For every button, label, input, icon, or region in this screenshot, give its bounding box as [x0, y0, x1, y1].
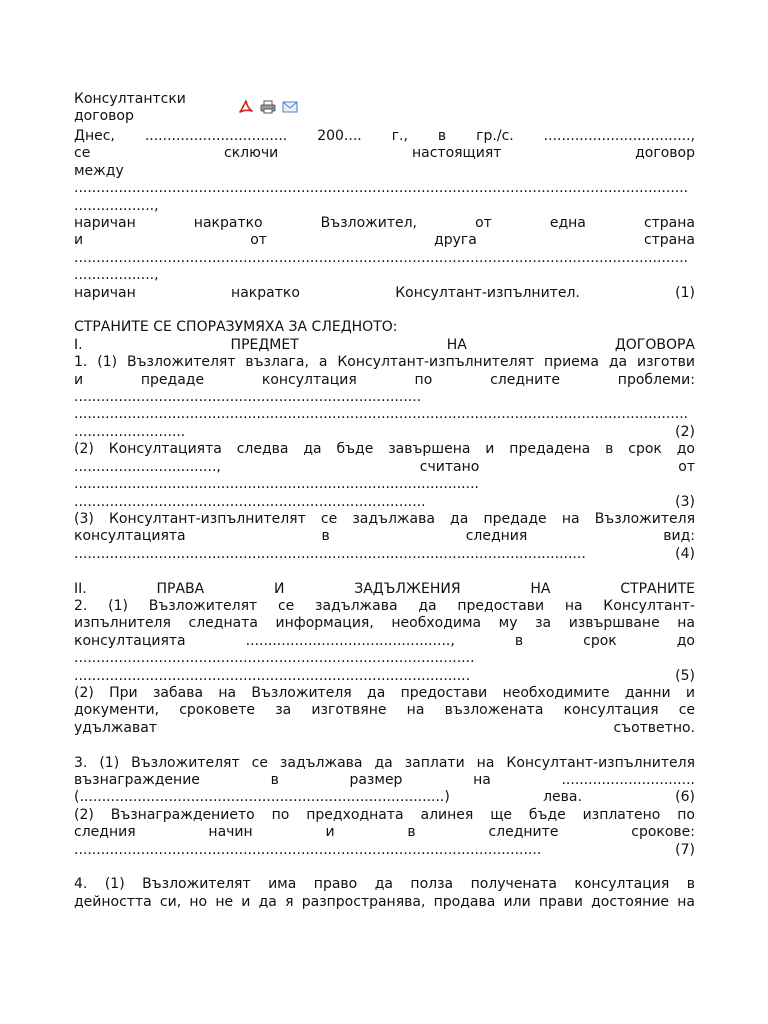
text-line: .......................................................................................... [74, 650, 475, 667]
section-heading: I. ПРЕДМЕТ НА ДОГОВОРА [74, 336, 695, 353]
text-line: (2) При забава на Възложителя да предостави необходимите данни и [74, 684, 695, 701]
blank-line [74, 563, 695, 580]
text-line: консултацията в следния вид: [74, 528, 695, 545]
text-line: (..................................................................................) лева. (6) [74, 789, 695, 806]
title-line-1: Консултантски [74, 91, 186, 107]
text-line: .................., [74, 267, 159, 284]
text-line: ............................................................................... (3) [74, 493, 695, 510]
text-line: (2) Консултацията следва да бъде завършена и предадена в срок до [74, 441, 695, 458]
text-line: възнаграждение в размер на .............................. [74, 771, 695, 788]
email-icon[interactable] [282, 100, 298, 114]
section-heading: II. ПРАВА И ЗАДЪЛЖЕНИЯ НА СТРАНИТЕ [74, 580, 695, 597]
document-actions [238, 100, 298, 114]
print-icon[interactable] [260, 100, 276, 114]
blank-line [74, 859, 695, 876]
pdf-icon[interactable] [238, 100, 254, 114]
text-line: ........................................................................................... [74, 476, 479, 493]
text-line: (3) Консултант-изпълнителят се задължава да предаде на Възложителя [74, 510, 695, 527]
section-heading: СТРАНИТЕ СЕ СПОРАЗУМЯХА ЗА СЛЕДНОТО: [74, 319, 398, 336]
text-line: и от друга страна [74, 232, 695, 249]
contract-body [74, 128, 695, 911]
text-line: ......................... (2) [74, 423, 695, 440]
text-line: ................................................................................................................... (4) [74, 545, 695, 562]
text-line: се сключи настоящият договор [74, 145, 695, 162]
text-line: (2) Възнаграждението по предходната алинея ще бъде изплатено по [74, 806, 695, 823]
text-line: Днес, ................................ 200.... г., в гр./с. ................................., [74, 128, 695, 144]
text-line: 4. (1) Възложителят има право да полза получената консултация в [74, 876, 695, 893]
title-line-2: договор [74, 108, 134, 124]
text-line: .......................................................................................................................................... [74, 249, 689, 266]
text-line: .......................................................................................................................................... [74, 180, 689, 197]
text-line: наричан накратко Възложител, от една страна [74, 215, 695, 232]
text-line: .............................................................................. [74, 389, 422, 406]
text-line: консултацията .............................................., в срок до [74, 632, 695, 649]
text-line: ................................, считано от [74, 458, 695, 475]
blank-line [74, 302, 695, 319]
text-line: 3. (1) Възложителят се задължава да заплати на Консултант-изпълнителя [74, 754, 695, 771]
text-line: следния начин и в следните срокове: [74, 824, 695, 841]
text-line: .................., [74, 197, 159, 214]
text-line: ......................................................................................... (5) [74, 667, 695, 684]
text-line: наричан накратко Консултант-изпълнител. (1) [74, 284, 695, 301]
text-line: ......................................................................................................... (7) [74, 841, 695, 858]
document-title[interactable] [74, 91, 234, 125]
text-line: 1. (1) Възложителят възлага, а Консултант-изпълнителят приема да изготви [74, 354, 695, 371]
text-line: между [74, 162, 124, 179]
text-line: 2. (1) Възложителят се задължава да предостави на Консултант- [74, 597, 695, 614]
text-line: дейността си, но не и да я разпространява, продава или прави достояние на [74, 893, 695, 910]
blank-line [74, 737, 695, 754]
text-line: .......................................................................................................................................... [74, 406, 689, 423]
text-line: удължават съответно. [74, 719, 695, 736]
text-line: изпълнителя следната информация, необходима му за извършване на [74, 615, 695, 632]
text-line: документи, сроковете за изготвяне на възложената консултация се [74, 702, 695, 719]
text-line: и предаде консултация по следните проблеми: [74, 371, 695, 388]
